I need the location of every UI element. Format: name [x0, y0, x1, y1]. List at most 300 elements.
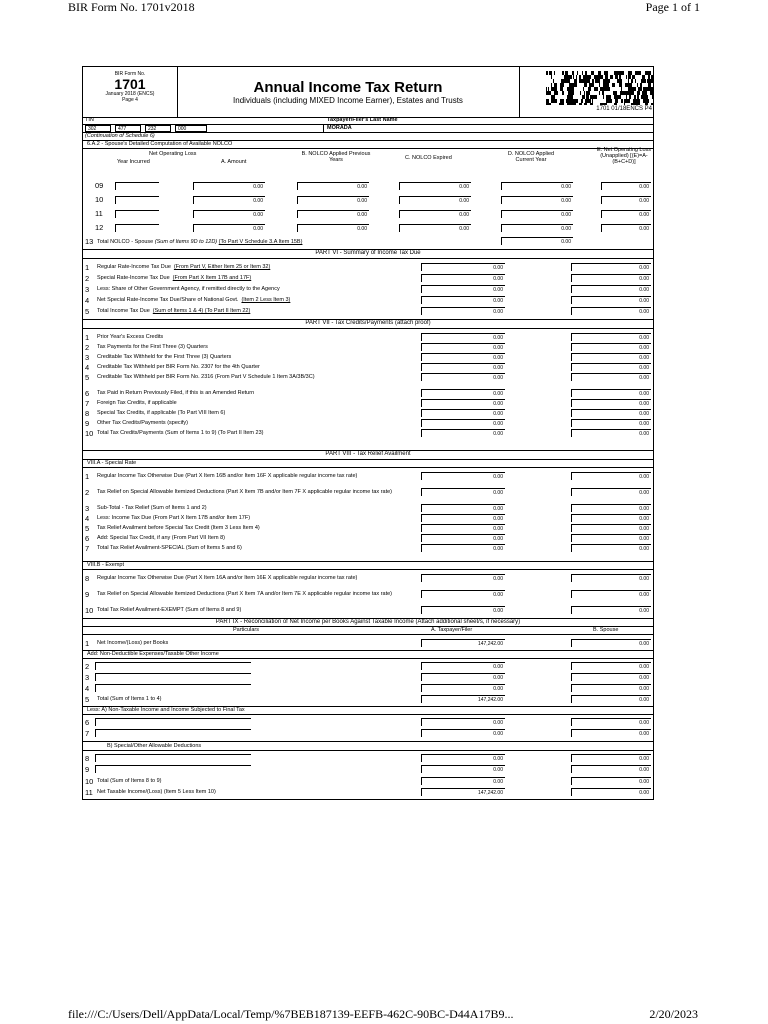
barcode-bar: [642, 91, 644, 95]
spouse-amount-field[interactable]: 0.00: [571, 399, 651, 407]
item-number: 5: [85, 373, 90, 382]
item-label-ref: (From Part V, Either Item 25 or Item 32): [173, 264, 271, 270]
barcode-bar: [637, 83, 638, 87]
col-d-applied-current: D. NOLCO Applied Current Year: [507, 151, 555, 163]
taxpayer-amount-field[interactable]: 0.00: [421, 718, 505, 726]
item-label-ref: (From Part X Item 17B and 17F): [172, 275, 252, 281]
item-label: Tax Relief Availment before Special Tax Credit (Item 3 Less Item 4): [97, 525, 260, 531]
lastname-value: MORADA: [327, 125, 352, 131]
barcode-bar: [592, 79, 594, 83]
particulars-field[interactable]: [95, 673, 251, 681]
barcode-bar: [621, 87, 622, 91]
nolco-b-field[interactable]: 0.00: [297, 210, 369, 218]
barcode-bar: [628, 75, 631, 79]
taxpayer-amount-field[interactable]: 0.00: [421, 333, 505, 341]
barcode-bar: [553, 87, 554, 91]
taxpayer-amount-field[interactable]: 0.00: [421, 606, 505, 614]
barcode-bar: [628, 79, 629, 83]
taxpayer-amount-field[interactable]: 0.00: [421, 684, 505, 692]
barcode-bar: [589, 83, 592, 87]
taxpayer-amount-field[interactable]: 0.00: [421, 574, 505, 582]
barcode-bar: [653, 87, 654, 91]
barcode-bar: [628, 91, 630, 95]
taxpayer-amount-field[interactable]: 0.00: [421, 307, 505, 315]
item-label: Total Tax Credits/Payments (Sum of Items 1 to 9) (To Part II Item 23): [97, 430, 264, 436]
spouse-amount-field[interactable]: 0.00: [571, 472, 651, 480]
divider: [83, 658, 653, 659]
barcode-bar: [587, 95, 589, 99]
taxpayer-amount-field[interactable]: 0.00: [421, 777, 505, 785]
divider: [83, 626, 653, 627]
barcode-bar: [629, 87, 630, 91]
taxpayer-amount-field[interactable]: 0.00: [421, 373, 505, 381]
barcode-bar: [568, 79, 570, 83]
item-label: Less: Share of Other Government Agency, if remitted directly to the Agency: [97, 286, 280, 292]
barcode-bar: [609, 99, 611, 103]
barcode-bar: [569, 103, 572, 105]
barcode-bar: [569, 87, 571, 91]
taxpayer-amount-field[interactable]: 147,242.00: [421, 695, 505, 703]
nolco-d-field[interactable]: 0.00: [501, 210, 573, 218]
barcode-bar: [610, 75, 613, 79]
barcode-bar: [590, 99, 591, 103]
spouse-amount-field[interactable]: 0.00: [571, 353, 651, 361]
spouse-amount-field[interactable]: 0.00: [571, 429, 651, 437]
nolco-e-field[interactable]: 0.00: [601, 224, 651, 232]
barcode-bar: [579, 75, 581, 79]
item-label: Regular Income Tax Otherwise Due (Part X Item 16A and/or Item 16E X applicable regular income tax rate): [97, 575, 358, 581]
barcode-bar: [567, 87, 569, 91]
barcode-bar: [553, 79, 554, 83]
barcode-bar: [594, 87, 596, 91]
item-number: 3: [85, 353, 90, 362]
taxpayer-amount-field[interactable]: 147,242.00: [421, 639, 505, 647]
spouse-amount-field[interactable]: 0.00: [571, 363, 651, 371]
spouse-amount-field[interactable]: 0.00: [571, 788, 651, 796]
barcode-bar: [626, 75, 627, 79]
col-spouse: B. Spouse: [593, 627, 619, 633]
taxpayer-amount-field[interactable]: 0.00: [421, 363, 505, 371]
taxpayer-amount-field[interactable]: 0.00: [421, 419, 505, 427]
item-label: Sub-Total - Tax Relief (Sum of Items 1 and 2): [97, 505, 207, 511]
less-section-title: Less: A) Non-Taxable Income and Income Subjected to Final Tax: [87, 707, 245, 713]
spouse-amount-field[interactable]: 0.00: [571, 684, 651, 692]
barcode-bar: [614, 103, 615, 105]
item-number: 13: [85, 237, 94, 246]
item-number: 3: [85, 673, 90, 682]
barcode-bar: [653, 79, 654, 83]
nolco-a-field[interactable]: 0.00: [193, 196, 265, 204]
nolco-d-field[interactable]: 0.00: [501, 224, 573, 232]
barcode-bar: [628, 71, 631, 75]
taxpayer-amount-field[interactable]: 0.00: [421, 409, 505, 417]
barcode-bar: [551, 95, 554, 99]
spouse-amount-field[interactable]: 0.00: [571, 544, 651, 552]
particulars-field[interactable]: [95, 684, 251, 692]
tin-field-4[interactable]: 000: [175, 125, 207, 132]
barcode-bar: [606, 71, 608, 75]
taxpayer-amount-field[interactable]: 0.00: [421, 274, 505, 282]
item-number: 6: [85, 718, 90, 727]
nolco-e-field[interactable]: 0.00: [601, 210, 651, 218]
barcode-bar: [572, 91, 574, 95]
barcode-bar: [546, 103, 549, 105]
barcode-bar: [606, 99, 609, 103]
taxpayer-amount-field[interactable]: 147,242.00: [421, 788, 505, 796]
taxpayer-amount-field[interactable]: 0.00: [421, 504, 505, 512]
spouse-amount-field[interactable]: 0.00: [571, 718, 651, 726]
barcode-bar: [624, 99, 625, 103]
barcode-bar: [648, 83, 651, 87]
barcode-bar: [586, 99, 589, 103]
item-number: 8: [85, 574, 90, 583]
spouse-amount-field[interactable]: 0.00: [571, 504, 651, 512]
barcode-bar: [589, 99, 590, 103]
barcode-bar: [546, 99, 549, 103]
barcode-bar: [575, 83, 577, 87]
barcode-bar: [569, 99, 571, 103]
barcode-bar: [603, 87, 606, 91]
barcode-bar: [560, 87, 563, 91]
taxpayer-amount-field[interactable]: 0.00: [421, 729, 505, 737]
form-number: 1701: [114, 76, 146, 92]
nolco-b-field[interactable]: 0.00: [297, 182, 369, 190]
barcode-bar: [652, 75, 654, 79]
col-year-incurred: Year Incurred: [117, 159, 150, 165]
year-incurred-field[interactable]: [115, 182, 159, 190]
barcode-bar: [650, 71, 651, 75]
part8a-title: VIII.A - Special Rate: [87, 460, 137, 466]
item-label: [97, 308, 417, 314]
barcode-bar: [551, 99, 552, 103]
spouse-amount-field[interactable]: 0.00: [571, 409, 651, 417]
barcode-bar: [554, 71, 555, 75]
barcode-bar: [619, 75, 621, 79]
barcode-bar: [632, 75, 633, 79]
item-label: Tax Paid in Return Previously Filed, if this is an Amended Return: [97, 390, 255, 396]
barcode-bar: [628, 83, 630, 87]
barcode-bar: [635, 103, 637, 105]
barcode-bar: [609, 87, 610, 91]
spouse-amount-field[interactable]: 0.00: [571, 343, 651, 351]
barcode-bar: [598, 71, 601, 75]
form-title: Annual Income Tax Return: [253, 79, 443, 96]
barcode-bar: [636, 99, 639, 103]
nolco-c-field[interactable]: 0.00: [399, 196, 471, 204]
spouse-amount-field[interactable]: 0.00: [571, 606, 651, 614]
taxpayer-amount-field[interactable]: 0.00: [421, 389, 505, 397]
total-nolco-field[interactable]: 0.00: [501, 237, 573, 245]
item-number: 2: [85, 343, 90, 352]
barcode-bar: [617, 95, 618, 99]
taxpayer-amount-field[interactable]: 0.00: [421, 399, 505, 407]
barcode-bar: [567, 103, 569, 105]
particulars-field[interactable]: [95, 754, 251, 762]
item-number: 5: [85, 695, 90, 704]
tin-label: TIN: [85, 117, 94, 123]
total-nolco-sum: (Sum of Items 9D to 12D): [154, 239, 218, 245]
barcode-bar: [592, 99, 593, 103]
taxpayer-amount-field[interactable]: 0.00: [421, 534, 505, 542]
barcode-bar: [631, 103, 632, 105]
nolco-e-field[interactable]: 0.00: [601, 182, 651, 190]
lastname-label: Taxpayer/Filer's Last Name: [327, 117, 398, 123]
barcode-bar: [554, 87, 557, 91]
barcode-bar: [572, 71, 574, 75]
barcode-bar: [604, 71, 606, 75]
barcode-bar: [630, 83, 632, 87]
barcode-bar: [546, 87, 547, 91]
item-number: 9: [85, 765, 90, 774]
spouse-amount-field[interactable]: 0.00: [571, 514, 651, 522]
barcode-bar: [647, 95, 648, 99]
taxpayer-amount-field[interactable]: 0.00: [421, 524, 505, 532]
barcode-bar: [605, 79, 608, 83]
spouse-amount-field[interactable]: 0.00: [571, 765, 651, 773]
nolco-a-field[interactable]: 0.00: [193, 210, 265, 218]
part8-title: PART VIII - Tax Relief Availment: [325, 451, 411, 457]
barcode-bar: [653, 71, 654, 75]
spouse-amount-field[interactable]: 0.00: [571, 729, 651, 737]
tin-field-3[interactable]: 232: [145, 125, 171, 132]
particulars-field[interactable]: [95, 765, 251, 773]
barcode-bar: [560, 99, 563, 103]
nolco-b-field[interactable]: 0.00: [297, 224, 369, 232]
barcode-bar: [602, 91, 604, 95]
item-label: Add: Special Tax Credit, if any (From Part VII Item 8): [97, 535, 225, 541]
barcode-bar: [552, 99, 555, 103]
barcode-bar: [569, 83, 570, 87]
divider: [83, 258, 653, 259]
spouse-amount-field[interactable]: 0.00: [571, 695, 651, 703]
taxpayer-amount-field[interactable]: 0.00: [421, 590, 505, 598]
taxpayer-amount-field[interactable]: 0.00: [421, 285, 505, 293]
taxpayer-amount-field[interactable]: 0.00: [421, 343, 505, 351]
nolco-c-field[interactable]: 0.00: [399, 210, 471, 218]
form-number-box: [83, 67, 178, 117]
barcode-bar: [614, 71, 615, 75]
item-number: 1: [85, 263, 90, 272]
col-c-expired: C. NOLCO Expired: [405, 155, 452, 161]
form-subtitle: Individuals (including MIXED Income Earner), Estates and Trusts: [233, 96, 463, 105]
barcode-bar: [561, 103, 564, 105]
barcode-bar: [627, 91, 628, 95]
barcode-bar: [620, 91, 623, 95]
taxpayer-amount-field[interactable]: 0.00: [421, 662, 505, 670]
year-incurred-field[interactable]: [115, 224, 159, 232]
taxpayer-amount-field[interactable]: 0.00: [421, 514, 505, 522]
col-b-applied-previous: B. NOLCO Applied Previous Years: [301, 151, 371, 163]
taxpayer-amount-field[interactable]: 0.00: [421, 544, 505, 552]
taxpayer-amount-field[interactable]: 0.00: [421, 754, 505, 762]
nolco-section-title: 6.A.2 - Spouse's Detailed Computation of Available NOLCO: [87, 141, 233, 147]
barcode-bar: [598, 79, 600, 83]
barcode-bar: [585, 71, 586, 75]
barcode-bar: [623, 91, 626, 95]
barcode-bar: [590, 95, 593, 99]
barcode-bar: [565, 75, 567, 79]
barcode-bar: [643, 79, 646, 83]
barcode-bar: [637, 91, 640, 95]
barcode-bar: [594, 95, 597, 99]
nolco-b-field[interactable]: 0.00: [297, 196, 369, 204]
nolco-a-field[interactable]: 0.00: [193, 182, 265, 190]
item-number: 12: [95, 223, 104, 232]
add-section-title: Add: Non-Deductible Expenses/Taxable Other Income: [87, 651, 219, 657]
barcode-bar: [565, 71, 568, 75]
barcode-bar: [644, 91, 647, 95]
barcode-bar: [625, 83, 627, 87]
barcode-bar: [650, 91, 653, 95]
barcode-bar: [580, 91, 581, 95]
item-label: Total Tax Relief Availment-SPECIAL (Sum of Items 5 and 6): [97, 545, 242, 551]
item-label: [97, 264, 417, 270]
col-particulars: Particulars: [233, 627, 259, 633]
barcode-bar: [619, 79, 622, 83]
barcode-bar: [641, 95, 643, 99]
barcode-bar: [631, 87, 634, 91]
nolco-e-field[interactable]: 0.00: [601, 196, 651, 204]
barcode-bar: [548, 91, 551, 95]
barcode-bar: [567, 75, 569, 79]
divider: [83, 148, 653, 149]
barcode-bar: [599, 83, 600, 87]
barcode-bar: [615, 75, 618, 79]
spouse-amount-field[interactable]: 0.00: [571, 777, 651, 785]
barcode-bar: [606, 83, 607, 87]
taxpayer-amount-field[interactable]: 0.00: [421, 429, 505, 437]
barcode-bar: [636, 71, 638, 75]
taxpayer-amount-field[interactable]: 0.00: [421, 472, 505, 480]
divider: [83, 569, 653, 570]
spouse-amount-field[interactable]: 0.00: [571, 285, 651, 293]
barcode-bar: [618, 95, 621, 99]
year-incurred-field[interactable]: [115, 210, 159, 218]
special-deductions-title: B) Special/Other Allowable Deductions: [107, 743, 202, 749]
barcode-bar: [648, 75, 650, 79]
spouse-amount-field[interactable]: 0.00: [571, 662, 651, 670]
barcode-bar: [603, 83, 604, 87]
barcode-bar: [631, 71, 632, 75]
nolco-c-field[interactable]: 0.00: [399, 182, 471, 190]
item-label: Net Income/(Loss) per Books: [97, 640, 169, 646]
barcode-bar: [645, 71, 648, 75]
spouse-amount-field[interactable]: 0.00: [571, 524, 651, 532]
barcode-bar: [611, 99, 612, 103]
barcode-bar: [615, 91, 617, 95]
tin-field-2[interactable]: 477: [115, 125, 141, 132]
nolco-d-field[interactable]: 0.00: [501, 196, 573, 204]
spouse-amount-field[interactable]: 0.00: [571, 534, 651, 542]
particulars-field[interactable]: [95, 729, 251, 737]
barcode-bar: [608, 79, 610, 83]
barcode-bar: [653, 99, 654, 103]
taxpayer-amount-field[interactable]: 0.00: [421, 353, 505, 361]
particulars-field[interactable]: [95, 718, 251, 726]
barcode-bar: [629, 95, 631, 99]
barcode-bar: [569, 75, 572, 79]
item-number: 1: [85, 639, 90, 648]
barcode-bar: [645, 103, 648, 105]
spouse-amount-field[interactable]: 0.00: [571, 263, 651, 271]
barcode-bar: [652, 95, 654, 99]
barcode-bar: [576, 75, 577, 79]
barcode-bar: [573, 75, 574, 79]
nolco-c-field[interactable]: 0.00: [399, 224, 471, 232]
barcode-bar: [632, 103, 634, 105]
barcode-bar: [644, 99, 646, 103]
barcode-bar: [584, 103, 587, 105]
barcode-bar: [561, 79, 564, 83]
total-nolco-text: Total NOLCO - Spouse: [97, 239, 154, 245]
barcode-bar: [573, 103, 576, 105]
barcode-bar: [551, 71, 552, 75]
spouse-amount-field[interactable]: 0.00: [571, 590, 651, 598]
spouse-amount-field[interactable]: 0.00: [571, 488, 651, 496]
barcode-bar: [592, 83, 593, 87]
spouse-amount-field[interactable]: 0.00: [571, 274, 651, 282]
item-number: 10: [95, 195, 104, 204]
barcode-bar: [643, 99, 644, 103]
barcode-bar: [637, 95, 639, 99]
taxpayer-amount-field[interactable]: 0.00: [421, 263, 505, 271]
spouse-amount-field[interactable]: 0.00: [571, 419, 651, 427]
barcode-bar: [574, 99, 577, 103]
barcode-bar: [584, 75, 586, 79]
spouse-amount-field[interactable]: 0.00: [571, 373, 651, 381]
browser-print-footer: [0, 1007, 768, 1023]
item-number: 7: [85, 544, 90, 553]
spouse-amount-field[interactable]: 0.00: [571, 307, 651, 315]
form-header: [83, 67, 653, 118]
barcode-bar: [627, 83, 628, 87]
barcode-bar: [633, 75, 634, 79]
spouse-amount-field[interactable]: 0.00: [571, 296, 651, 304]
nolco-d-field[interactable]: 0.00: [501, 182, 573, 190]
spouse-amount-field[interactable]: 0.00: [571, 389, 651, 397]
barcode-bar: [595, 79, 598, 83]
barcode-bar: [621, 99, 622, 103]
spouse-amount-field[interactable]: 0.00: [571, 574, 651, 582]
item-label: [97, 297, 417, 303]
taxpayer-amount-field[interactable]: 0.00: [421, 673, 505, 681]
barcode-bar: [570, 83, 572, 87]
spouse-amount-field[interactable]: 0.00: [571, 639, 651, 647]
barcode-bar: [624, 103, 625, 105]
tin-field-1[interactable]: 302: [85, 125, 111, 132]
barcode-bar: [563, 99, 564, 103]
year-incurred-field[interactable]: [115, 196, 159, 204]
item-label: Creditable Tax Withheld per BIR Form No. 2316 (From Part V Schedule 1 Item 3A/3B/3C): [97, 374, 315, 380]
taxpayer-amount-field[interactable]: 0.00: [421, 765, 505, 773]
barcode-bar: [577, 99, 578, 103]
divider: [83, 561, 653, 562]
col-net-operating-loss: Net Operating Loss: [149, 151, 197, 157]
barcode-bar: [626, 95, 627, 99]
barcode-bar: [634, 75, 635, 79]
taxpayer-amount-field[interactable]: 0.00: [421, 488, 505, 496]
spouse-amount-field[interactable]: 0.00: [571, 673, 651, 681]
item-label: Creditable Tax Withheld for the First Three (3) Quarters: [97, 354, 232, 360]
barcode-bar: [603, 95, 604, 99]
spouse-amount-field[interactable]: 0.00: [571, 754, 651, 762]
barcode-bar: [647, 79, 650, 83]
taxpayer-amount-field[interactable]: 0.00: [421, 296, 505, 304]
spouse-amount-field[interactable]: 0.00: [571, 333, 651, 341]
particulars-field[interactable]: [95, 662, 251, 670]
barcode-bar: [642, 75, 645, 79]
nolco-a-field[interactable]: 0.00: [193, 224, 265, 232]
